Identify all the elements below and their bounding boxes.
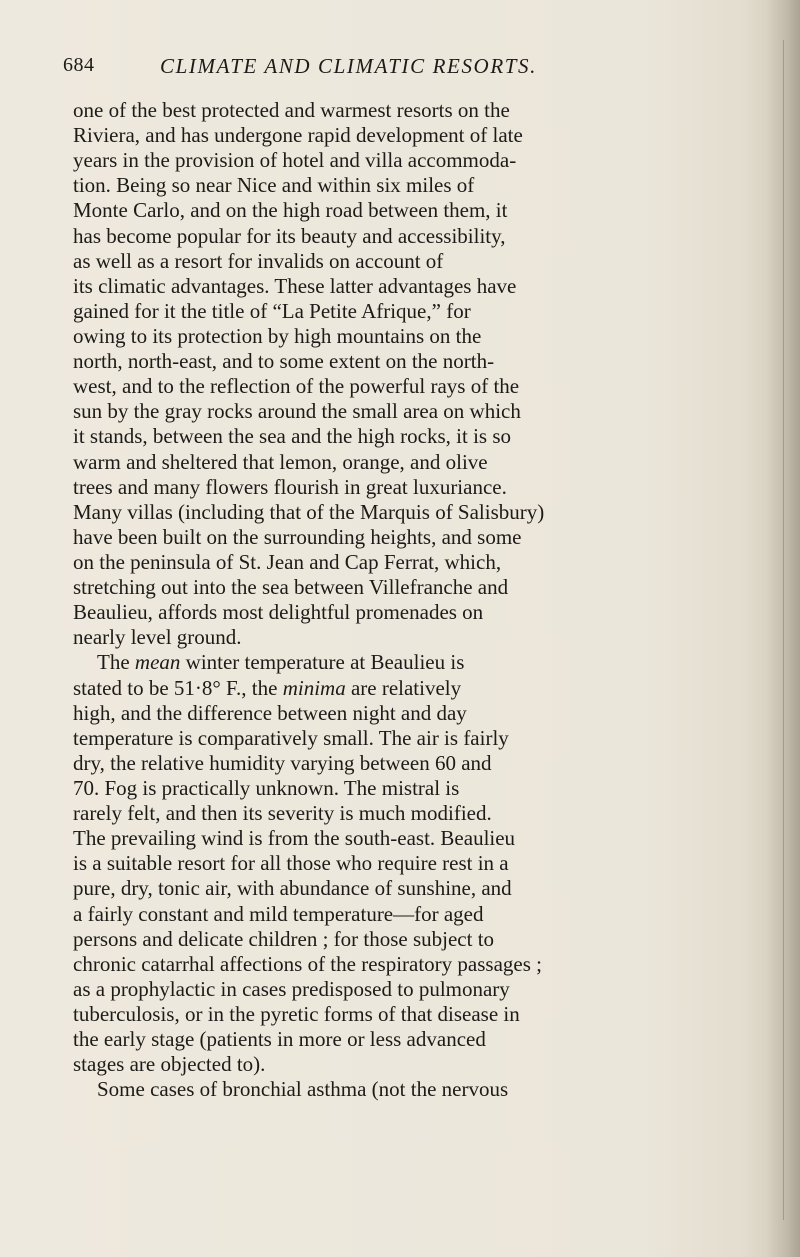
paragraph-first-line: The mean winter temperature at Beaulieu is [97, 650, 465, 675]
text-line: one of the best protected and warmest resorts on the [73, 98, 510, 122]
text-line: pure, dry, tonic air, with abundance of sunshine, and [73, 876, 512, 901]
text-line: Beaulieu, affords most delightful promenades on [73, 600, 484, 625]
paragraph-first-line: Some cases of bronchial asthma (not the nervous [97, 1077, 509, 1102]
text-line: north, north-east, and to some extent on the north- [73, 349, 495, 374]
text-line: west, and to the reflection of the powerful rays of the [73, 374, 520, 399]
text-line: temperature is comparatively small. The air is fairly [73, 725, 509, 750]
text-line: tuberculosis, or in the pyretic forms of that disease in [73, 1001, 520, 1026]
text-line: dry, the relative humidity varying between 60 and [73, 750, 492, 775]
text-line: is a suitable resort for all those who require rest in a [73, 851, 509, 876]
running-head: CLIMATE AND CLIMATIC RESORTS. [160, 54, 537, 78]
text-line: have been built on the surrounding heights, and some [73, 524, 522, 549]
page-header [63, 54, 703, 84]
text-line: stated to be 51·8° F., the minima are relatively [73, 675, 462, 700]
text-line: rarely felt, and then its severity is much modified. [73, 801, 492, 826]
text-line: as a prophylactic in cases predisposed to pulmonary [73, 976, 510, 1001]
text-line: it stands, between the sea and the high rocks, it is so [73, 424, 511, 449]
page-number: 684 [63, 54, 95, 76]
text-line: the early stage (patients in more or less advanced [73, 1027, 486, 1052]
text-line: has become popular for its beauty and accessibility, [73, 223, 506, 248]
text-line: Riviera, and has undergone rapid development of late [73, 123, 523, 148]
text-line: Many villas (including that of the Marquis of Salisbury) [73, 499, 545, 524]
text-line: on the peninsula of St. Jean and Cap Ferrat, which, [73, 549, 502, 574]
text-line: a fairly constant and mild temperature—for aged [73, 901, 484, 926]
text-line: stretching out into the sea between Villefranche and [73, 575, 509, 600]
text-line: sun by the gray rocks around the small area on which [73, 399, 521, 424]
text-line: owing to its protection by high mountains on the [73, 323, 482, 348]
text-line: trees and many flowers flourish in great luxuriance. [73, 474, 507, 499]
text-line: gained for it the title of “La Petite Afrique,” for [73, 298, 471, 323]
text-line: its climatic advantages. These latter advantages have [73, 273, 517, 298]
text-line: years in the provision of hotel and villa accommoda- [73, 148, 517, 173]
text-line: 70. Fog is practically unknown. The mistral is [73, 775, 460, 800]
text-line: stages are objected to). [73, 1052, 266, 1077]
text-line: as well as a resort for invalids on account of [73, 248, 444, 273]
text-line: warm and sheltered that lemon, orange, and olive [73, 449, 488, 474]
text-line: high, and the difference between night and day [73, 700, 467, 725]
text-line: chronic catarrhal affections of the respiratory passages ; [73, 951, 542, 976]
page-edge-line [783, 40, 784, 1220]
text-line: nearly level ground. [73, 625, 242, 650]
text-line: The prevailing wind is from the south-east. Beaulieu [73, 826, 516, 851]
text-line: persons and delicate children ; for those subject to [73, 926, 495, 951]
body-text [73, 98, 713, 1102]
text-line: tion. Being so near Nice and within six miles of [73, 173, 475, 198]
text-line: Monte Carlo, and on the high road between them, it [73, 198, 508, 223]
